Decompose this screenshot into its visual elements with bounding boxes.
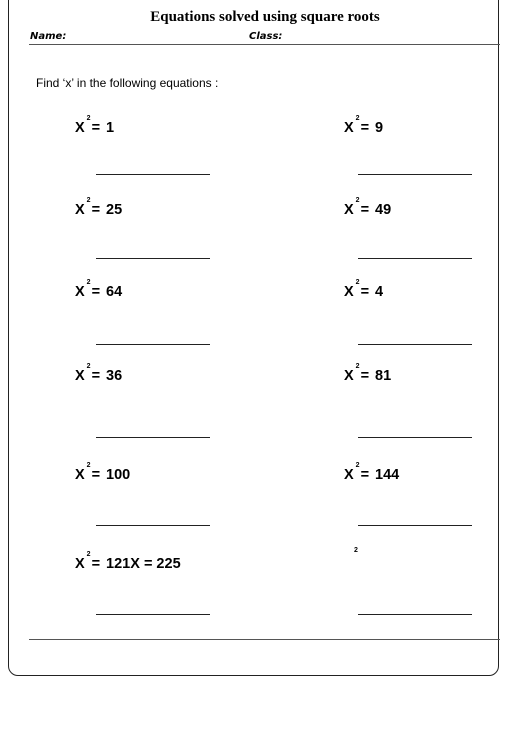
equation-variable: X [75, 467, 85, 483]
answer-line[interactable] [358, 437, 472, 438]
equation-value: 64 [106, 284, 123, 300]
equation-exponent: 2 [355, 197, 360, 204]
equation [344, 115, 384, 136]
equation-exponent: 2 [86, 551, 91, 558]
name-label: Name: [30, 31, 67, 42]
equation-variable: X [75, 284, 85, 300]
equation [75, 551, 181, 572]
equation-equals: = [91, 284, 101, 300]
equation-equals: = [360, 284, 370, 300]
equation-value: 100 [106, 467, 131, 483]
equation [344, 279, 384, 300]
equation [75, 462, 131, 483]
answer-line[interactable] [358, 614, 472, 615]
equation-equals: = [360, 467, 370, 483]
equation-variable: X [75, 556, 85, 572]
equation-variable: X [344, 120, 354, 136]
equation-value: 4 [375, 284, 384, 300]
equation [75, 115, 115, 136]
equation-equals: = [91, 556, 101, 572]
equation-exponent: 2 [86, 197, 91, 204]
equation-value: 1 [106, 120, 115, 136]
equation-equals: = [360, 120, 370, 136]
answer-line[interactable] [358, 174, 472, 175]
equation-value: 25 [106, 202, 123, 218]
answer-line[interactable] [358, 344, 472, 345]
equation-variable: X [75, 368, 85, 384]
equation-exponent: 2 [355, 363, 360, 370]
answer-line[interactable] [358, 258, 472, 259]
worksheet-border [8, 0, 499, 676]
answer-line[interactable] [96, 258, 210, 259]
equation-value: 81 [375, 368, 392, 384]
answer-line[interactable] [96, 174, 210, 175]
equation-exponent: 2 [86, 115, 91, 122]
equation [344, 363, 392, 384]
answer-line[interactable] [96, 437, 210, 438]
equation-equals: = [91, 467, 101, 483]
class-label: Class: [249, 31, 283, 42]
answer-line[interactable] [96, 525, 210, 526]
page-title: Equations solved using square roots [150, 9, 380, 25]
equation-variable: X [75, 202, 85, 218]
equation-exponent: 2 [86, 279, 91, 286]
equation-equals: = [360, 368, 370, 384]
equation-value: 49 [375, 202, 392, 218]
equation-value: 36 [106, 368, 123, 384]
header-divider [29, 44, 500, 45]
equation-exponent: 2 [355, 462, 360, 469]
equation [344, 197, 392, 218]
equation-equals: = [91, 368, 101, 384]
stray-exponent: 2 [354, 547, 358, 554]
equation-equals: = [360, 202, 370, 218]
equation-variable: X [75, 120, 85, 136]
equation-value: 121X = 225 [106, 556, 181, 572]
equation-exponent: 2 [355, 279, 360, 286]
equation-exponent: 2 [86, 462, 91, 469]
equation [75, 279, 123, 300]
footer-divider [29, 639, 500, 640]
answer-line[interactable] [96, 614, 210, 615]
equation [75, 363, 123, 384]
instructions: Find ‘x’ in the following equations : [36, 76, 219, 90]
equation [344, 462, 400, 483]
equation-variable: X [344, 368, 354, 384]
equation [75, 197, 123, 218]
equation-variable: X [344, 284, 354, 300]
equation-value: 144 [375, 467, 400, 483]
equation-variable: X [344, 202, 354, 218]
answer-line[interactable] [358, 525, 472, 526]
equation-equals: = [91, 202, 101, 218]
equation-equals: = [91, 120, 101, 136]
equation-exponent: 2 [355, 115, 360, 122]
equation-exponent: 2 [86, 363, 91, 370]
answer-line[interactable] [96, 344, 210, 345]
equation-variable: X [344, 467, 354, 483]
equation-value: 9 [375, 120, 384, 136]
